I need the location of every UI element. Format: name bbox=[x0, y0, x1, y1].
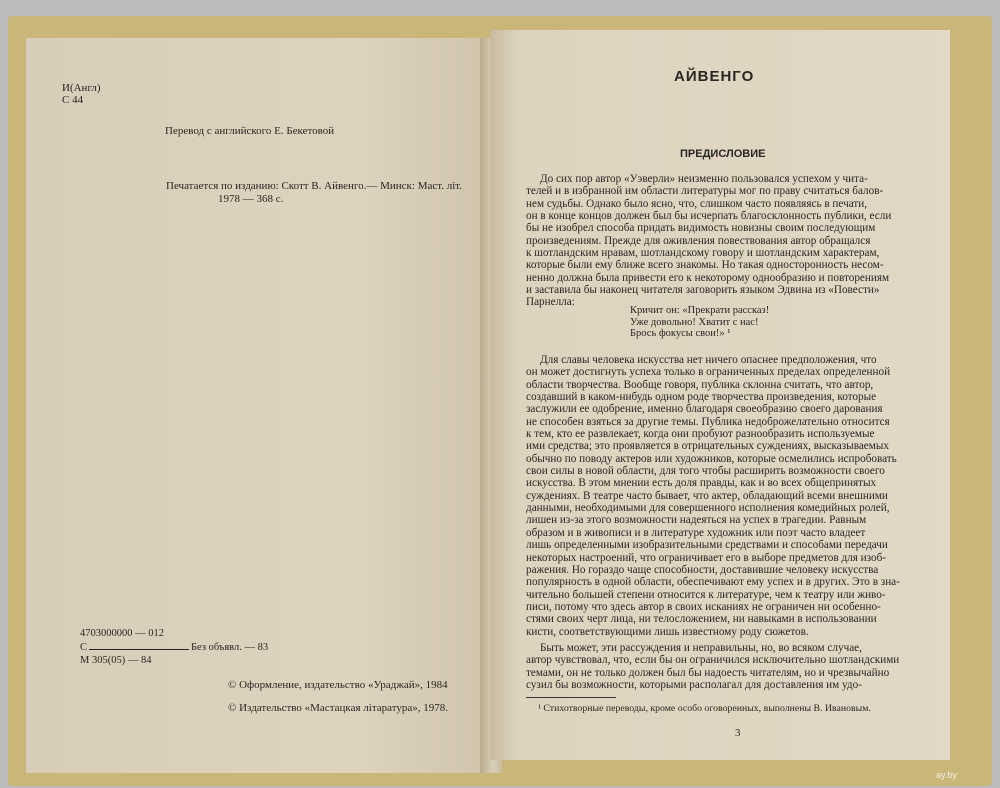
copyright-design: © Оформление, издательство «Ураджай», 1984 bbox=[228, 679, 448, 691]
text-line: Брось фокусы свои!» ¹ bbox=[630, 328, 731, 339]
page-number: 3 bbox=[735, 727, 741, 739]
text-line: заслужили ее одобрение, именно благодаря своеобразию своего дарования bbox=[526, 403, 883, 416]
text-line: Уже довольно! Хватит с нас! bbox=[630, 316, 759, 328]
text-line: Кричит он: «Прекрати рассказ! bbox=[630, 305, 770, 316]
author-code: С 44 bbox=[62, 94, 84, 106]
text-line: Для славы человека искусства нет ничего опаснее предположения, что bbox=[540, 354, 877, 366]
text-line: ими средства; это проявляется в отрицательных суждениях, высказываемых bbox=[526, 440, 889, 453]
text-line: До сих пор автор «Уэверли» неизменно пользовался успехом у чита- bbox=[540, 173, 868, 185]
book-title: АЙВЕНГО bbox=[674, 68, 755, 85]
left-page bbox=[26, 38, 501, 773]
text-line: кисти, соответствующими лишь известному роду сюжетов. bbox=[526, 625, 809, 638]
text-line: чительно большей степени относится к литературе, чем к театру или живо- bbox=[526, 588, 886, 601]
index-middle: Без объявл. — 83 bbox=[191, 642, 269, 653]
text-line: телей и в избранной им области литературы мог по праву считаться балов- bbox=[526, 185, 884, 198]
text-line: стями своих черт лица, ни телосложением, ни навыками в использовании bbox=[526, 613, 877, 626]
text-line: и заставила бы наконец читателя заговорить языком Эдвина из «Повести» bbox=[526, 284, 880, 297]
text-line: Парнелла: bbox=[526, 296, 575, 309]
class-code: И(Англ) bbox=[62, 82, 101, 94]
text-line: он в конце концов должен был бы исчерпать благосклонность публики, если bbox=[526, 210, 892, 223]
text-line: ненно должна была привести его к некоторому однообразию и повторениям bbox=[526, 271, 890, 284]
paragraph-1 bbox=[526, 173, 891, 309]
index-prefix: С bbox=[80, 642, 88, 653]
text-line: темами, он не только должен был бы надоесть читателям, но и чрезвычайно bbox=[526, 666, 890, 679]
source-edition-line2: 1978 — 368 с. bbox=[218, 193, 284, 205]
section-heading: ПРЕДИСЛОВИЕ bbox=[680, 148, 766, 160]
text-line: Быть может, эти рассуждения и неправильны, но, во всяком случае, bbox=[540, 642, 862, 654]
text-line: образом и в живописи и в литературе художник или поэт часто владеет bbox=[526, 526, 866, 539]
source-edition-line1: Печатается по изданию: Скотт В. Айвенго.— Минск: Маст. літ. bbox=[166, 180, 463, 192]
footnote-rule bbox=[526, 697, 616, 698]
text-line: искусства. В этом мнении есть доля правды, как и во всех общепринятых bbox=[526, 477, 877, 490]
text-line: к тем, кто ее развлекает, когда они пробуют разнообразить используемые bbox=[526, 428, 875, 441]
text-line: создавший в каком-нибудь одном роде творчества произведения, которые bbox=[526, 391, 877, 404]
text-line: свои силы в новой области, для того чтобы расширить возможности своего bbox=[526, 465, 885, 478]
text-line: ражения. Но гораздо чаще способности, доставившие человеку искусства bbox=[526, 563, 879, 576]
text-line: обычно по поводу актеров или художников, которые осмелились испробовать bbox=[526, 452, 897, 465]
index-top: 4703000000 — 012 bbox=[80, 628, 164, 639]
text-line: автор чувствовал, что, если бы он ограничился исключительно шотландскими bbox=[526, 654, 900, 667]
translation-credit: Перевод с английского Е. Бекетовой bbox=[165, 125, 335, 137]
epigraph-verse bbox=[630, 305, 769, 340]
index-bottom: М 305(05) — 84 bbox=[80, 655, 152, 666]
paragraph-3 bbox=[526, 642, 899, 691]
text-line: писи, потому что здесь автор в своих исканиях не ограничен ни особенно- bbox=[526, 600, 881, 613]
text-line: не способен взяться за другие темы. Публика недоброжелательно относится bbox=[526, 415, 890, 428]
text-line: лишь определенными изобразительными средствами и способами передачи bbox=[526, 539, 888, 552]
text-line: данными, необходимыми для совершенного исполнения комедийных ролей, bbox=[526, 502, 890, 515]
text-line: сузил бы возможности, которыми располагал для доставления им удо- bbox=[526, 679, 862, 692]
text-line: лишен из-за этого возможности надеяться на успех в трагедии. Равным bbox=[526, 514, 867, 527]
copyright-publisher: © Издательство «Мастацкая літаратура», 1978. bbox=[228, 702, 449, 714]
text-line: к шотландским нравам, шотландскому говору и шотландским характерам, bbox=[526, 247, 880, 260]
text-line: популярность в одной области, обеспечивают ему успех и в других. Это в зна- bbox=[526, 576, 900, 589]
text-line: нем судьбы. Однако было ясно, что, слишком часто появляясь в печати, bbox=[526, 197, 868, 210]
text-line: суждениях. В театре часто бывает, что актер, обладающий всеми внешними bbox=[526, 489, 888, 502]
text-line: области творчества. Вообще говоря, публика склонна считать, что автор, bbox=[526, 378, 874, 391]
paragraph-2 bbox=[526, 354, 900, 638]
index-rule bbox=[89, 649, 189, 650]
text-line: некоторых настроений, что ограничивает его в выборе предметов для изоб- bbox=[526, 551, 887, 564]
right-page bbox=[490, 30, 950, 760]
text-line: он может достигнуть успеха только в ограниченных пределах определенной bbox=[526, 366, 891, 379]
text-line: которые были ему ближе всего знакомы. Но такая односторонность несом- bbox=[526, 259, 884, 272]
text-line: произведениям. Прежде для оживления повествования автор обращался bbox=[526, 234, 871, 247]
text-line: бы не изобрел способа придать видимость новизны своим последующим bbox=[526, 222, 876, 235]
watermark: ay.by bbox=[936, 770, 957, 780]
footnote: ¹ Стихотворные переводы, кроме особо оговоренных, выполнены В. Ивановым. bbox=[538, 703, 871, 714]
